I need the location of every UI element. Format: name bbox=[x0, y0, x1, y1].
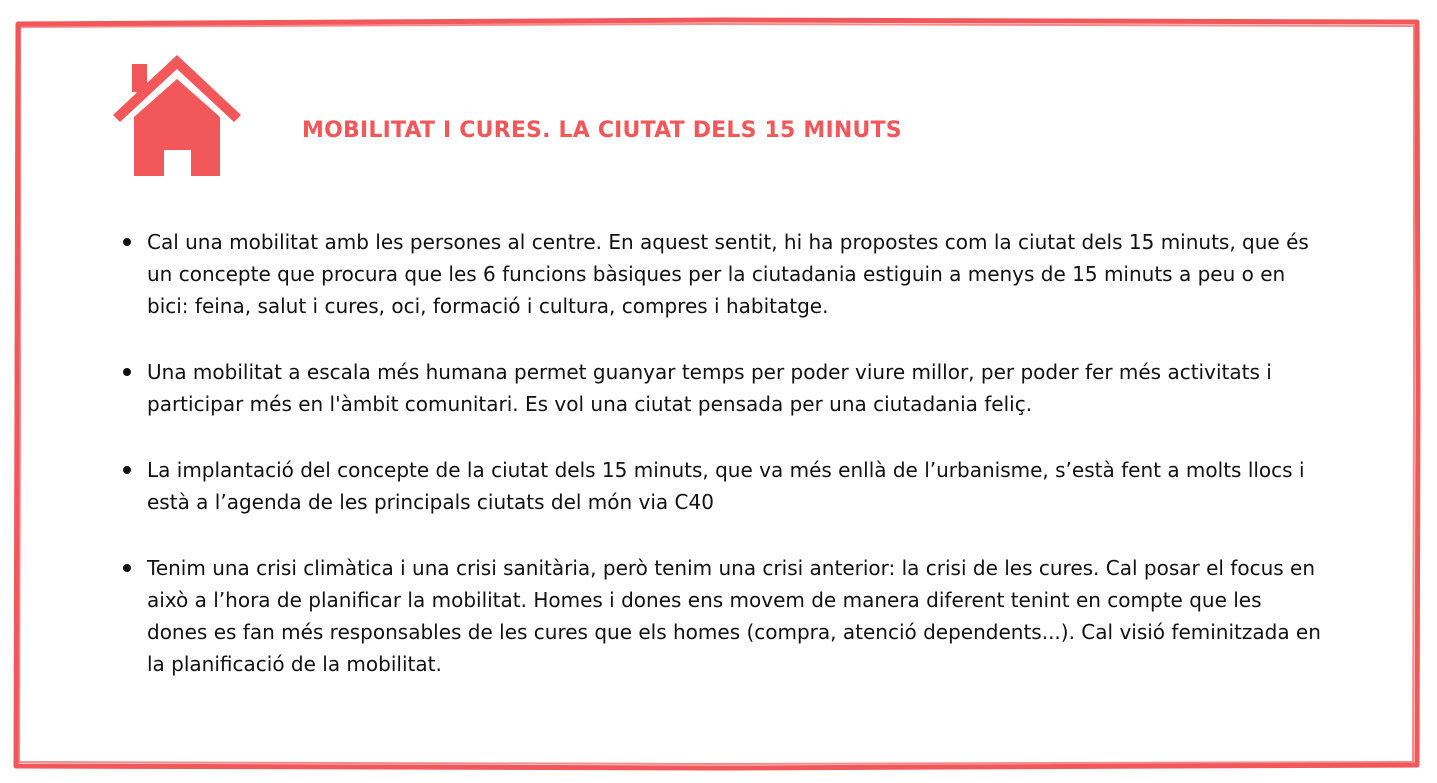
bullet-dot-icon bbox=[123, 238, 131, 246]
page-title: MOBILITAT I CURES. LA CIUTAT DELS 15 MINUTS bbox=[302, 118, 902, 143]
bullet-text: Tenim una crisi climàtica i una crisi sanitària, però tenim una crisi anterior: la crisi de les cures. Cal posar el focus en això a l’hora de planificar la mobilitat. Homes i dones ens movem de manera diferent tenint en compte que les dones es fan més responsables de les cures que els homes (compra, atenció dependents...). Cal visió feminitzada en la planificació de la mobilitat. bbox=[147, 556, 1321, 676]
bullet-dot-icon bbox=[123, 564, 131, 572]
list-item bbox=[122, 356, 1322, 420]
bullet-text: La implantació del concepte de la ciutat dels 15 minuts, que va més enllà de l’urbanisme, s’està fent a molts llocs i està a l’agenda de les principals ciutats del món via C40 bbox=[147, 458, 1305, 514]
house-icon bbox=[112, 55, 242, 179]
list-item bbox=[122, 226, 1322, 322]
bullet-text: Una mobilitat a escala més humana permet guanyar temps per poder viure millor, per poder fer més activitats i participar més en l'àmbit comunitari. Es vol una ciutat pensada per una ciutadania feliç. bbox=[147, 360, 1272, 416]
bullet-text: Cal una mobilitat amb les persones al centre. En aquest sentit, hi ha propostes com la ciutat dels 15 minuts, que és un concepte que procura que les 6 funcions bàsiques per la ciutadania estiguin a menys de 15 minuts a peu o en bici: feina, salut i cures, oci, formació i cultura, compres i habitatge. bbox=[147, 230, 1309, 318]
list-item bbox=[122, 552, 1322, 680]
bullet-dot-icon bbox=[123, 368, 131, 376]
bullet-list bbox=[122, 226, 1322, 714]
list-item bbox=[122, 454, 1322, 518]
bullet-dot-icon bbox=[123, 466, 131, 474]
